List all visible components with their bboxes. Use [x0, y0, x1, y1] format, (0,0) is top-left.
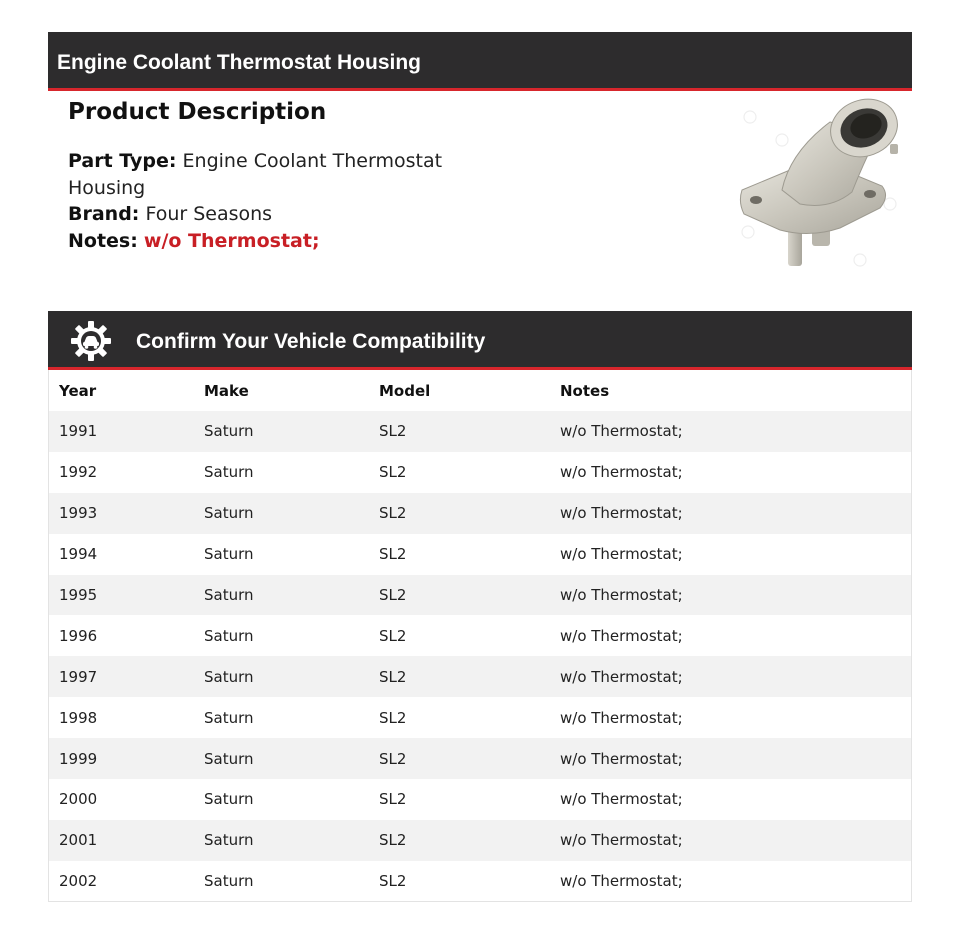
cell-make: Saturn: [204, 504, 254, 523]
cell-year: 1992: [59, 463, 98, 482]
cell-notes: w/o Thermostat;: [560, 586, 683, 604]
cell-notes: w/o Thermostat;: [560, 667, 683, 686]
compatibility-bar: [48, 311, 912, 370]
compatibility-table: [48, 370, 912, 902]
cell-make: Saturn: [204, 626, 254, 645]
table-row: [49, 534, 911, 575]
cell-year: 1995: [59, 586, 98, 604]
cell-model: SL2: [379, 667, 407, 686]
cell-model: SL2: [379, 708, 407, 727]
cell-make: Saturn: [204, 708, 254, 727]
cell-model: SL2: [379, 872, 407, 891]
cell-make: Saturn: [204, 749, 254, 768]
cell-notes: w/o Thermostat;: [560, 626, 683, 645]
cell-notes: w/o Thermostat;: [560, 872, 683, 891]
table-row: [49, 575, 911, 616]
cell-year: 2000: [59, 790, 98, 809]
cell-year: 1999: [59, 749, 98, 768]
cell-model: SL2: [379, 504, 407, 523]
thermostat-housing-image: [720, 92, 916, 278]
table-row: [49, 738, 911, 779]
cell-year: 1993: [59, 504, 98, 523]
cell-year: 1997: [59, 667, 98, 686]
cell-model: SL2: [379, 626, 407, 645]
table-row: [49, 615, 911, 656]
cell-notes: w/o Thermostat;: [560, 831, 683, 850]
cell-make: Saturn: [204, 422, 254, 441]
cell-make: Saturn: [204, 790, 254, 809]
notes-value: w/o Thermostat;: [143, 229, 320, 252]
part-type-label: Part Type:: [68, 150, 177, 172]
cell-model: SL2: [379, 545, 407, 564]
cell-notes: w/o Thermostat;: [560, 463, 683, 482]
table-row: [49, 861, 911, 902]
cell-year: 1991: [59, 422, 98, 441]
product-description: [68, 96, 448, 254]
table-header-row: [49, 370, 911, 411]
cell-make: Saturn: [204, 667, 254, 686]
product-title: Engine Coolant Thermostat Housing: [57, 51, 422, 74]
cell-year: 2002: [59, 872, 98, 891]
cell-notes: w/o Thermostat;: [560, 504, 683, 523]
column-header-notes: Notes: [560, 381, 610, 400]
table-row: [49, 452, 911, 493]
part-type-value: Engine Coolant Thermostat Housing: [68, 150, 443, 199]
column-header-year: Year: [59, 381, 97, 400]
notes-line: [68, 228, 448, 255]
gear-car-icon: [70, 320, 112, 362]
compatibility-title: Confirm Your Vehicle Compatibility: [136, 330, 486, 353]
cell-notes: w/o Thermostat;: [560, 422, 683, 441]
cell-model: SL2: [379, 586, 407, 604]
table-row: [49, 411, 911, 452]
cell-model: SL2: [379, 422, 407, 441]
cell-make: Saturn: [204, 831, 254, 850]
brand-line: [68, 201, 448, 228]
cell-model: SL2: [379, 790, 407, 809]
product-title-bar: [48, 32, 912, 91]
column-header-model: Model: [379, 381, 431, 400]
cell-year: 1998: [59, 708, 98, 727]
cell-notes: w/o Thermostat;: [560, 545, 683, 564]
cell-year: 1996: [59, 626, 98, 645]
brand-label: Brand:: [68, 203, 140, 225]
cell-year: 2001: [59, 831, 98, 850]
cell-make: Saturn: [204, 463, 254, 482]
cell-year: 1994: [59, 545, 98, 564]
part-type-line: [68, 148, 448, 201]
table-row: [49, 697, 911, 738]
cell-model: SL2: [379, 749, 407, 768]
cell-model: SL2: [379, 831, 407, 850]
cell-notes: w/o Thermostat;: [560, 749, 683, 768]
cell-notes: w/o Thermostat;: [560, 790, 683, 809]
table-row: [49, 493, 911, 534]
column-header-make: Make: [204, 381, 249, 400]
cell-make: Saturn: [204, 586, 254, 604]
cell-make: Saturn: [204, 872, 254, 891]
cell-make: Saturn: [204, 545, 254, 564]
notes-label: Notes:: [68, 229, 138, 252]
cell-notes: w/o Thermostat;: [560, 708, 683, 727]
table-row: [49, 779, 911, 820]
cell-model: SL2: [379, 463, 407, 482]
table-row: [49, 656, 911, 697]
description-heading: Product Description: [68, 99, 327, 125]
brand-value: Four Seasons: [145, 203, 273, 225]
table-row: [49, 820, 911, 861]
